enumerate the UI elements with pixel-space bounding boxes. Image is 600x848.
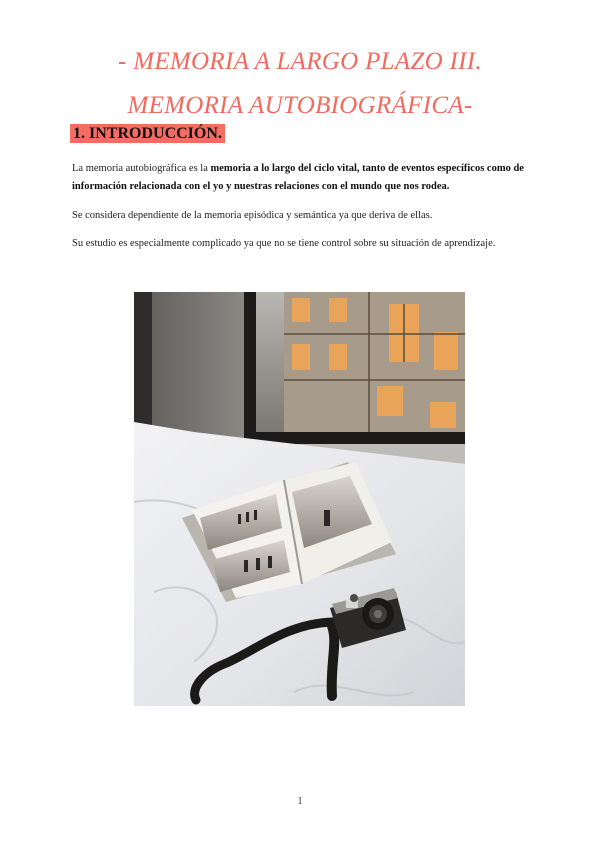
- title-line-1: - MEMORIA A LARGO PLAZO III.: [118, 48, 482, 75]
- page-number: 1: [297, 796, 303, 807]
- title-line-2: MEMORIA AUTOBIOGRÁFICA-: [127, 92, 473, 119]
- paragraph-intro-bold: memoria a lo largo del ciclo vital, tanto de eventos específicos como de información relacionada con el yo y nuestras relaciones con el mundo que nos rodea.: [72, 163, 524, 192]
- paragraph-study: Su estudio es especialmente complicado ya que no se tiene control sobre su situación de aprendizaje.: [72, 238, 496, 249]
- section-heading: 1. INTRODUCCIÓN.: [70, 124, 225, 143]
- paragraph-dependence: Se considera dependiente de la memoria episódica y semántica ya que deriva de ellas.: [72, 210, 433, 221]
- paragraph-intro: [72, 160, 542, 196]
- paragraph-intro-lead: La memoria autobiográfica es la: [72, 163, 211, 174]
- photo-book-camera-bed: [134, 292, 465, 706]
